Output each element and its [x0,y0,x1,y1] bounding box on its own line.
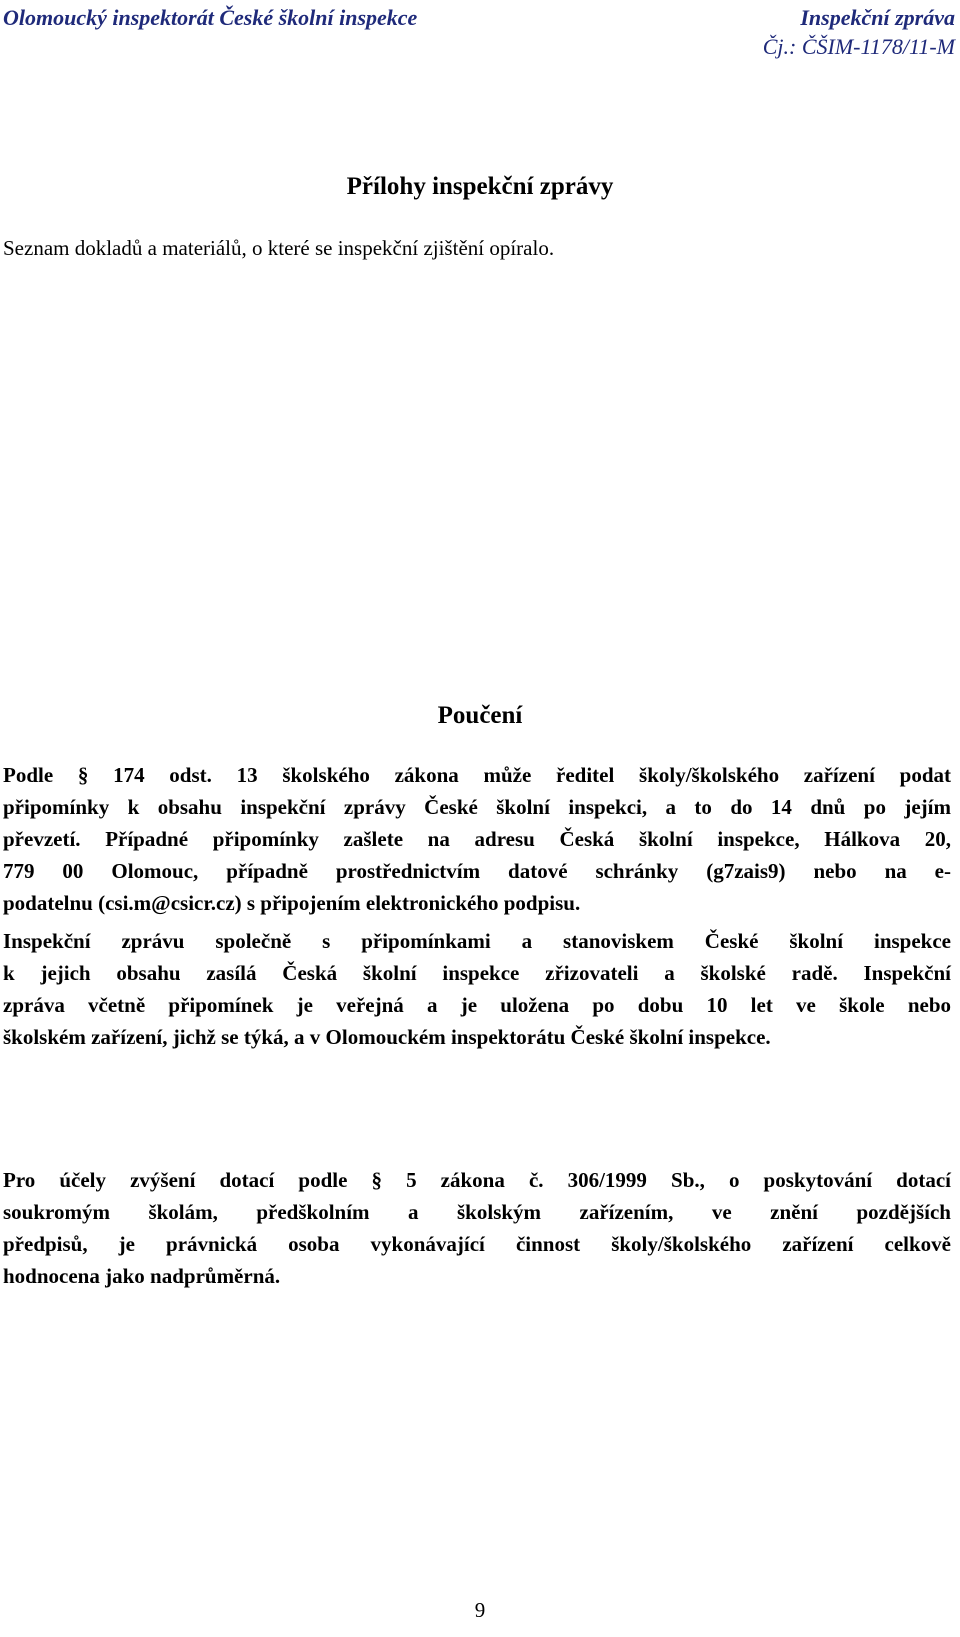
subsidy-paragraph [3,1164,951,1292]
paragraph-line: připomínky k obsahu inspekční zprávy České školní inspekci, a to do 14 dnů po jejím [3,795,951,819]
instruction-heading: Poučení [437,702,523,729]
paragraph-line: zpráva včetně připomínek je veřejná a je uložena po dobu 10 let ve škole nebo [3,993,951,1017]
instruction-paragraph-1 [3,759,951,919]
page-number: 9 [474,1598,486,1622]
paragraph-line: Podle § 174 odst. 13 školského zákona může ředitel školy/školského zařízení podat [3,763,951,787]
paragraph-line: hodnocena jako nadprůměrná. [3,1264,281,1288]
paragraph-line: předpisů, je právnická osoba vykonávající činnost školy/školského zařízení celkově [3,1232,951,1256]
paragraph-line: 779 00 Olomouc, případně prostřednictvím datové schránky (g7zais9) nebo na e- [3,859,951,883]
paragraph-line: k jejich obsahu zasílá Česká školní inspekce zřizovateli a školské radě. Inspekční [3,961,951,985]
instruction-paragraph-2 [3,925,951,1053]
header-reference-number: Čj.: ČŠIM-1178/11-M [762,34,955,59]
paragraph-line: soukromým školám, předškolním a školským zařízením, ve znění pozdějších [3,1200,951,1224]
header-report-title: Inspekční zpráva [800,5,955,30]
page-header [0,0,960,70]
attachments-heading: Přílohy inspekční zprávy [346,173,614,200]
paragraph-line: Pro účely zvýšení dotací podle § 5 zákona č. 306/1999 Sb., o poskytování dotací [3,1168,951,1192]
paragraph-line: převzetí. Případné připomínky zašlete na adresu Česká školní inspekce, Hálkova 20, [3,827,951,851]
header-inspectorate: Olomoucký inspektorát České školní inspekce [3,5,418,30]
paragraph-line: Inspekční zprávu společně s připomínkami a stanoviskem České školní inspekce [3,929,951,953]
paragraph-line: podatelnu (csi.m@csicr.cz) s připojením elektronického podpisu. [3,891,581,915]
paragraph-line: školském zařízení, jichž se týká, a v Olomouckém inspektorátu České školní inspekce. [3,1025,771,1049]
attachments-text: Seznam dokladů a materiálů, o které se inspekční zjištění opíralo. [3,236,555,260]
